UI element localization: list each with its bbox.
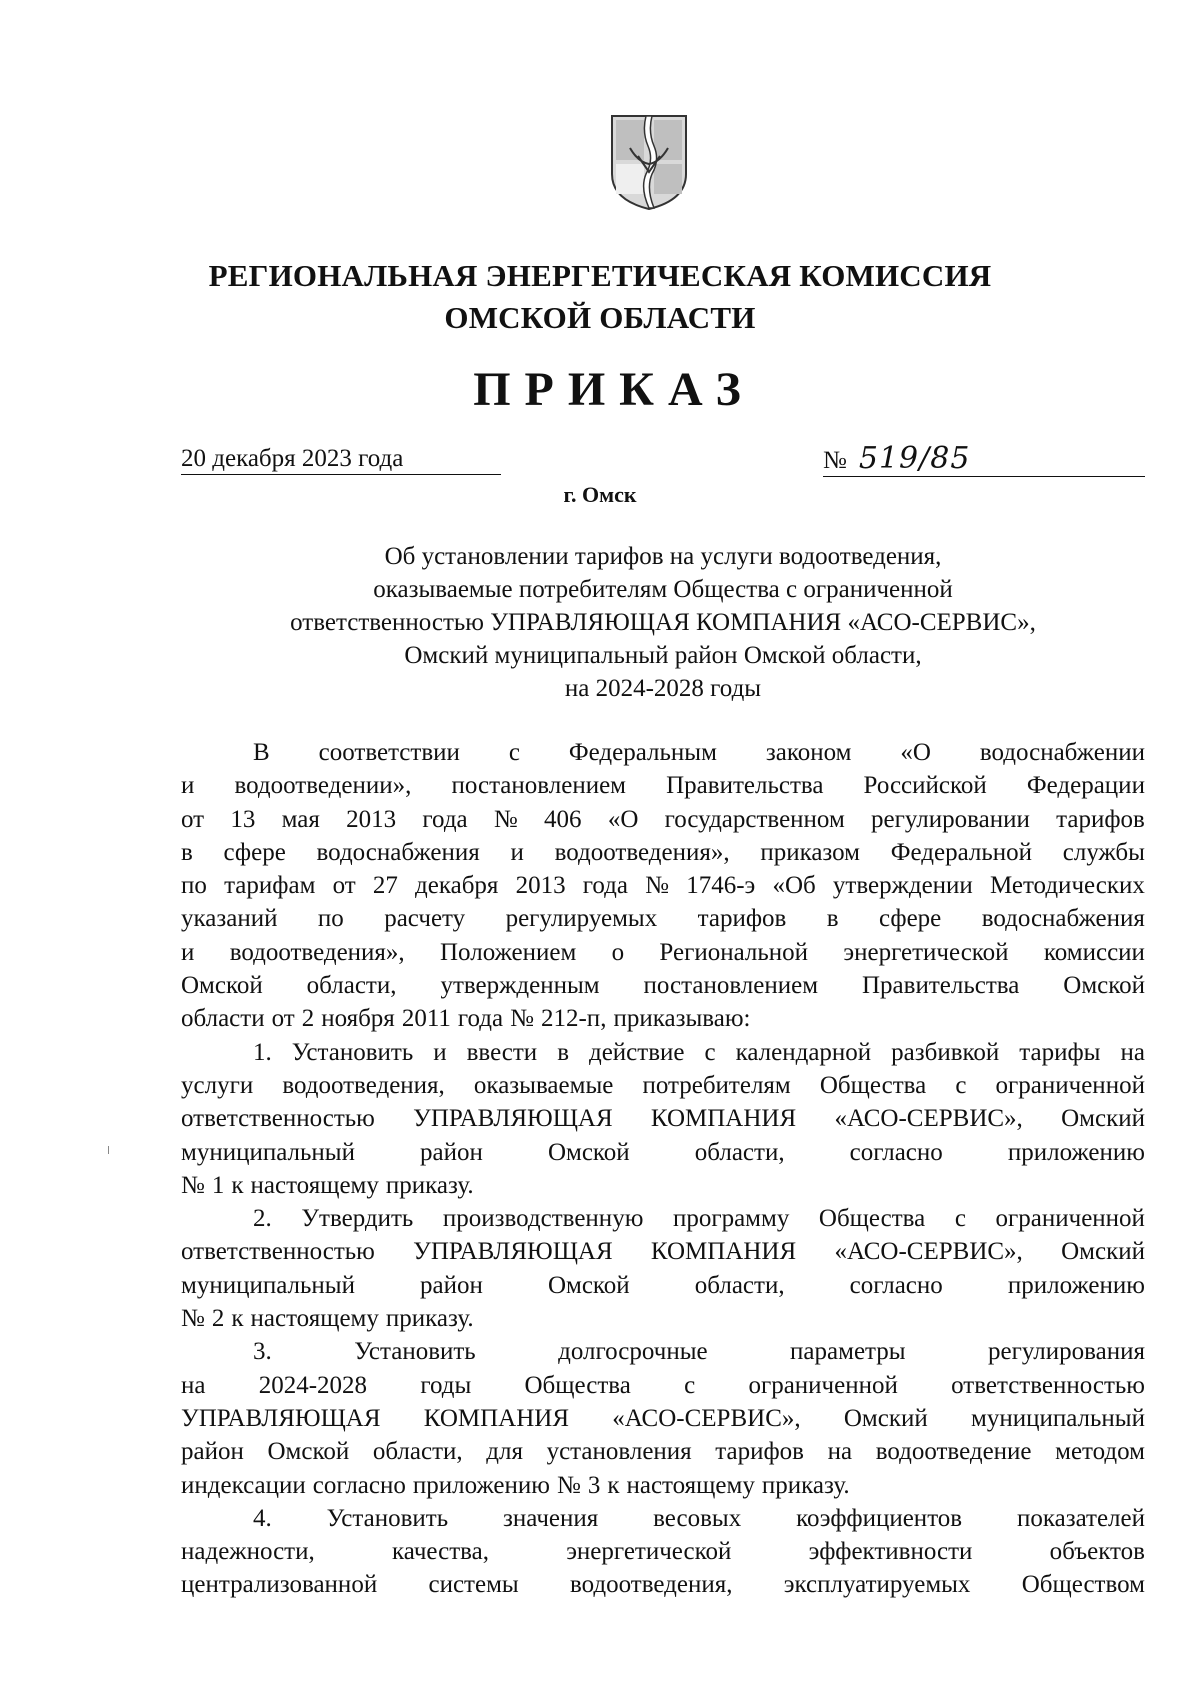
word: Омской [547,1138,630,1166]
word: Омской [267,1438,350,1466]
word: Общества [819,1071,927,1099]
word: приложению [1007,1271,1145,1299]
word: на [181,1371,206,1399]
subject-line: на 2024-2028 годы [564,675,762,702]
word: регулирования [988,1338,1145,1366]
word: государственном [664,805,845,833]
word: водоснабжения [316,838,480,866]
word: к [231,1305,244,1333]
word: тарифы [1019,1038,1101,1066]
word: объектов [1049,1538,1145,1566]
word: «АСО-СЕРВИС», [612,1404,801,1432]
word: 406 [544,805,582,833]
document-subject [181,540,1145,705]
word: и [181,938,195,966]
word: Общества [524,1371,631,1399]
word: 212-п, [540,1005,607,1033]
word: производственную [442,1205,644,1233]
word: 2013 [515,872,566,900]
body-line [181,836,1145,869]
word: области, [306,972,397,1000]
body-line [181,1302,1145,1335]
word: № [181,1305,205,1333]
word: с [954,1205,966,1233]
margin-mark [108,1146,109,1154]
word: о [611,938,625,966]
body-line [181,1568,1145,1601]
word: Омской [181,972,263,1000]
word: года [457,1005,504,1033]
word: с [955,1071,967,1099]
word: области, [694,1271,785,1299]
word: 3 [587,1471,601,1499]
word: тарифов [1056,805,1145,833]
document-body [181,736,1145,1602]
word: весовых [653,1504,742,1532]
word: «АСО-СЕРВИС», [834,1238,1023,1266]
word: приказом [760,838,861,866]
word: «АСО-СЕРВИС», [834,1105,1023,1133]
body-line [181,1469,1145,1502]
subject-line: Омский муниципальный район Омской области, [404,642,922,669]
subject-line: ответственностью УПРАВЛЯЮЩАЯ КОМПАНИЯ «АСО-СЕРВИС», [290,609,1036,636]
word: КОМПАНИЯ [650,1238,797,1266]
word: Омский [1061,1105,1145,1133]
word: 4. [253,1504,272,1532]
word: в [181,838,193,866]
word: параметры [790,1338,906,1366]
word: области [181,1005,265,1033]
body-line [181,1335,1145,1368]
handwritten-number: 519/85 [858,441,971,476]
word: 1. [253,1038,272,1066]
word: водоотведении», [234,772,412,800]
document-number [823,441,1145,477]
word: Правительства [666,772,824,800]
body-line [181,1535,1145,1568]
word: сфере [223,838,286,866]
word: долгосрочные [558,1338,708,1366]
word: от [181,805,205,833]
word: ответственностью [951,1371,1145,1399]
word: программу [672,1205,790,1233]
word: Обществом [1021,1571,1145,1599]
document-title: ПРИКАЗ [473,363,755,416]
word: КОМПАНИЯ [650,1105,797,1133]
body-line [181,869,1145,902]
word: «О [607,805,639,833]
word: Омский [843,1404,928,1432]
word: тарифам [224,872,316,900]
word: календарной [735,1038,872,1066]
word: указаний [181,905,278,933]
word: действие [588,1038,685,1066]
word: оказываемые [473,1071,614,1099]
word: регулировании [871,805,1030,833]
word: к [607,1471,620,1499]
word: с [684,1371,696,1399]
word: энергетической [566,1538,732,1566]
organization-name-line2: ОМСКОЙ ОБЛАСТИ [444,300,756,335]
word: водоотведения, [569,1571,733,1599]
body-line [181,803,1145,836]
word: Федеральным [568,739,717,766]
word: Российской [863,772,987,800]
word: области, [372,1438,463,1466]
word: расчету [384,905,466,933]
word: по [181,872,207,900]
word: 1 [211,1171,225,1199]
word: потребителям [642,1071,791,1099]
body-line [181,902,1145,935]
body-line [181,1502,1145,1535]
body-line [181,1202,1145,1235]
document-date: 20 декабря 2023 года [181,444,501,475]
body-line [181,1169,1145,1202]
word: 2 [211,1305,225,1333]
word: 2 [301,1005,315,1033]
body-line [181,1435,1145,1468]
word: системы [428,1571,519,1599]
coat-of-arms-icon [608,112,690,212]
word: муниципальный [181,1271,355,1299]
word: «О [900,739,931,766]
word: муниципальный [181,1138,355,1166]
body-line [181,1136,1145,1169]
word: показателей [1016,1504,1145,1532]
word: установления [546,1438,692,1466]
document-city: г. Омск [563,482,637,507]
word: регулируемых [505,905,658,933]
word: энергетической [843,938,1009,966]
word: 2. [253,1205,272,1233]
word: и [181,772,195,800]
word: УПРАВЛЯЮЩАЯ [181,1404,381,1432]
word: 13 [230,805,256,833]
word: Установить [354,1338,476,1366]
word: № [510,1005,534,1033]
word: согласно [849,1271,943,1299]
word: Региональной [659,938,809,966]
word: мая [281,805,320,833]
word: № [181,1171,205,1199]
word: Омской [1063,972,1145,1000]
word: тарифов [715,1438,804,1466]
word: разбивкой [891,1038,1000,1066]
word: Установить [326,1504,449,1532]
word: с [704,1038,716,1066]
word: эксплуатируемых [783,1571,971,1599]
word: приложению [1007,1138,1145,1166]
word: качества, [391,1538,489,1566]
word: коэффициентов [796,1504,963,1532]
word: приказу. [761,1471,850,1499]
word: 2013 [346,805,397,833]
word: в [826,905,839,933]
word: водоотведения», [229,938,405,966]
body-line [181,969,1145,1002]
subject-line: оказываемые потребителям Общества с ограниченной [373,576,953,603]
word: методом [1055,1438,1145,1466]
word: к [231,1171,244,1199]
body-line [181,769,1145,802]
word: сфере [878,905,942,933]
body-line [181,1369,1145,1402]
word: Омской [547,1271,630,1299]
word: индексации [181,1471,306,1499]
body-line [181,736,1145,769]
word: КОМПАНИЯ [423,1404,569,1432]
word: Общества [818,1205,926,1233]
body-line [181,1402,1145,1435]
word: настоящему [250,1171,379,1199]
subject-line: Об установлении тарифов на услуги водоотведения, [384,543,942,570]
word: приказу. [385,1305,474,1333]
word: Утвердить [301,1205,414,1233]
word: приказу. [385,1171,474,1199]
word: централизованной [181,1571,378,1599]
word: области, [694,1138,785,1166]
word: № [556,1471,581,1499]
word: водоснабжении [979,739,1145,766]
word: соответствии [318,739,460,766]
word: по [317,905,344,933]
word: водоснабжения [981,905,1145,933]
word: комиссии [1043,938,1145,966]
word: согласно [312,1471,406,1499]
word: для [486,1438,523,1466]
word: Омский [1061,1238,1145,1266]
word: Положением [440,938,577,966]
word: район [420,1271,483,1299]
word: район [181,1438,244,1466]
word: законом [765,739,852,766]
word: ответственностью [181,1238,375,1266]
word: ответственностью [181,1105,375,1133]
word: и [510,838,524,866]
word: годы [420,1371,472,1399]
word: в [557,1038,569,1066]
word: ограниченной [995,1071,1145,1099]
word: ограниченной [748,1371,898,1399]
word: Федеральной [890,838,1033,866]
word: 2024-2028 [258,1371,368,1399]
word: № [493,805,518,833]
word: 2011 [401,1005,451,1033]
word: 27 [372,872,398,900]
word: утверждении [832,872,973,900]
organization-name-line1: РЕГИОНАЛЬНАЯ ЭНЕРГЕТИЧЕСКАЯ КОМИССИЯ [208,258,992,293]
word: Федерации [1026,772,1145,800]
word: постановлением [451,772,626,800]
word: настоящему [626,1471,755,1499]
word: Установить [291,1038,414,1066]
word: надежности, [181,1538,315,1566]
word: настоящему [250,1305,379,1333]
word: службы [1062,838,1145,866]
word: «Об [772,872,816,900]
word: ограниченной [995,1205,1145,1233]
word: услуги [181,1071,254,1099]
word: муниципальный [971,1404,1145,1432]
word: приказываю: [613,1005,751,1033]
word: В [253,739,270,766]
number-prefix: № [823,447,847,474]
word: декабря [415,872,499,900]
word: 1746-э [686,872,756,900]
word: года [582,872,628,900]
word: водоотведения», [554,838,730,866]
word: 3. [253,1338,272,1366]
word: ввести [466,1038,538,1066]
word: Правительства [862,972,1020,1000]
word: согласно [849,1138,943,1166]
word: водоотведения, [282,1071,445,1099]
word: от [271,1005,295,1033]
word: на [827,1438,853,1466]
body-line [181,1235,1145,1268]
word: с [508,739,520,766]
word: и [433,1038,447,1066]
word: от [332,872,356,900]
word: район [420,1138,483,1166]
word: постановлением [643,972,819,1000]
word: приложению [412,1471,550,1499]
word: на [1120,1038,1145,1066]
word: Методических [989,872,1145,900]
word: УПРАВЛЯЮЩАЯ [413,1238,613,1266]
body-line [181,1269,1145,1302]
body-line [181,1069,1145,1102]
word: года [422,805,468,833]
word: водоотведение [875,1438,1032,1466]
body-line [181,1102,1145,1135]
body-line [181,936,1145,969]
word: утвержденным [440,972,600,1000]
word: № [645,872,670,900]
word: тарифов [697,905,787,933]
word: значения [502,1504,599,1532]
body-line [181,1002,1145,1035]
word: ноября [321,1005,395,1033]
word: УПРАВЛЯЮЩАЯ [413,1105,613,1133]
body-line [181,1036,1145,1069]
word: эффективности [808,1538,973,1566]
